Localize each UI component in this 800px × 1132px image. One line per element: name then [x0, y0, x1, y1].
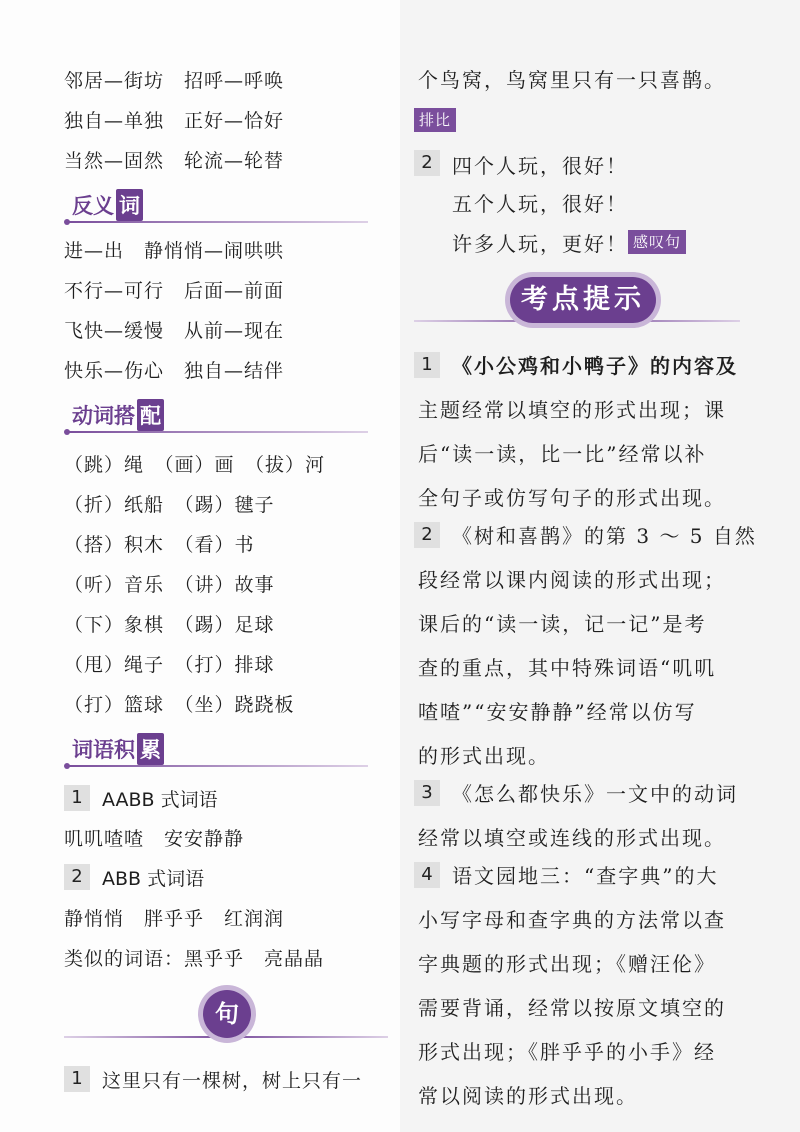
tip-line: 查的重点，其中特殊词语“叽叽: [418, 656, 717, 680]
sentence-continuation: 个鸟窝，鸟窝里只有一只喜鹊。: [418, 68, 726, 92]
tip-line: 字典题的形式出现；《赠汪伦》: [418, 952, 716, 976]
tips-title: 考点提示: [510, 277, 656, 323]
verb-pair-line: （听）音乐 （讲）故事: [64, 574, 275, 596]
synonym-line: 当然—固然 轮流—轮替: [64, 150, 285, 172]
verb-pair-line: （下）象棋 （踢）足球: [64, 614, 275, 636]
sentence-line: 五个人玩，很好！: [452, 192, 628, 216]
verb-heading-text: 动词搭: [72, 404, 135, 428]
antonym-heading-text: 反义: [72, 194, 114, 218]
word-group-line: 叽叽喳喳 安安静静: [64, 828, 245, 850]
tip-line-text: 《小公鸡和小鸭子》的内容及: [452, 354, 738, 378]
word-group-line: 静悄悄 胖乎乎 红润润: [64, 908, 285, 930]
tip-line: 课后的“读一读，记一记”是考: [418, 612, 707, 636]
item-number-badge: 1: [64, 1066, 90, 1092]
sentence-line: 四个人玩，很好！: [452, 154, 628, 178]
tip-line: 小写字母和查字典的方法常以查: [418, 908, 726, 932]
antonym-heading-box: 词: [116, 189, 143, 221]
antonym-line: 进—出 静悄悄—闹哄哄: [64, 240, 285, 262]
tip-number-badge: 2: [414, 522, 440, 548]
heading-rule: [68, 431, 368, 433]
item-number-badge: 2: [414, 150, 440, 176]
synonym-line: 邻居—街坊 招呼—呼唤: [64, 70, 285, 92]
tip-number-badge: 3: [414, 780, 440, 806]
tip-line: 喳喳”“安安静静”经常以仿写: [418, 700, 697, 724]
similar-words-line: 类似的词语：黑乎乎 亮晶晶: [64, 948, 325, 970]
synonym-line: 独自—单独 正好—恰好: [64, 110, 285, 132]
tip-line: 经常以填空或连线的形式出现。: [418, 826, 726, 850]
heading-rule: [68, 765, 368, 767]
tip-line: [452, 350, 738, 379]
sentence-section-title: 句: [203, 990, 251, 1038]
exclamation-tag: 感叹句: [628, 230, 686, 254]
item-number-badge: 2: [64, 864, 90, 890]
verb-pair-line: （搭）积木 （看）书: [64, 534, 255, 556]
verb-pair-line: （折）纸船 （踢）毽子: [64, 494, 275, 516]
verb-pair-line: （打）篮球 （坐）跷跷板: [64, 694, 295, 716]
antonym-line: 快乐—伤心 独自—结伴: [64, 360, 285, 382]
antonym-line: 飞快—缓慢 从前—现在: [64, 320, 285, 342]
word-heading: [72, 732, 164, 766]
tip-line: 的形式出现。: [418, 744, 550, 768]
verb-pair-line: （甩）绳子 （打）排球: [64, 654, 275, 676]
tip-number-badge: 1: [414, 352, 440, 378]
tip-line: 段经常以课内阅读的形式出现；: [418, 568, 726, 592]
tip-number-badge: 4: [414, 862, 440, 888]
tip-line: 全句子或仿写句子的形式出现。: [418, 486, 726, 510]
word-heading-box: 累: [137, 733, 164, 765]
parallel-tag: 排比: [414, 108, 456, 132]
verb-heading-box: 配: [137, 399, 164, 431]
tip-line: 《怎么都快乐》一文中的动词: [452, 782, 738, 806]
tip-line: 形式出现；《胖乎乎的小手》经: [418, 1040, 716, 1064]
tip-line: 需要背诵，经常以按原文填空的: [418, 996, 726, 1020]
verb-heading: [72, 398, 164, 432]
tip-line: 主题经常以填空的形式出现；课: [418, 398, 726, 422]
tip-line: 《树和喜鹊》的第 3 ～ 5 自然: [452, 524, 757, 548]
word-heading-text: 词语积: [72, 738, 135, 762]
tip-line: 语文园地三：“查字典”的大: [452, 864, 719, 888]
sentence-line: 许多人玩，更好！: [452, 232, 628, 256]
heading-rule: [68, 221, 368, 223]
tip-line: 常以阅读的形式出现。: [418, 1084, 638, 1108]
verb-pair-line: （跳）绳 （画）画 （拔）河: [64, 454, 326, 476]
word-group-title: ABB 式词语: [102, 868, 205, 890]
word-group-title: AABB 式词语: [102, 789, 218, 811]
sentence-text: 这里只有一棵树，树上只有一: [102, 1070, 363, 1092]
antonym-heading: [72, 188, 143, 222]
item-number-badge: 1: [64, 785, 90, 811]
tip-line: 后“读一读，比一比”经常以补: [418, 442, 707, 466]
antonym-line: 不行—可行 后面—前面: [64, 280, 285, 302]
